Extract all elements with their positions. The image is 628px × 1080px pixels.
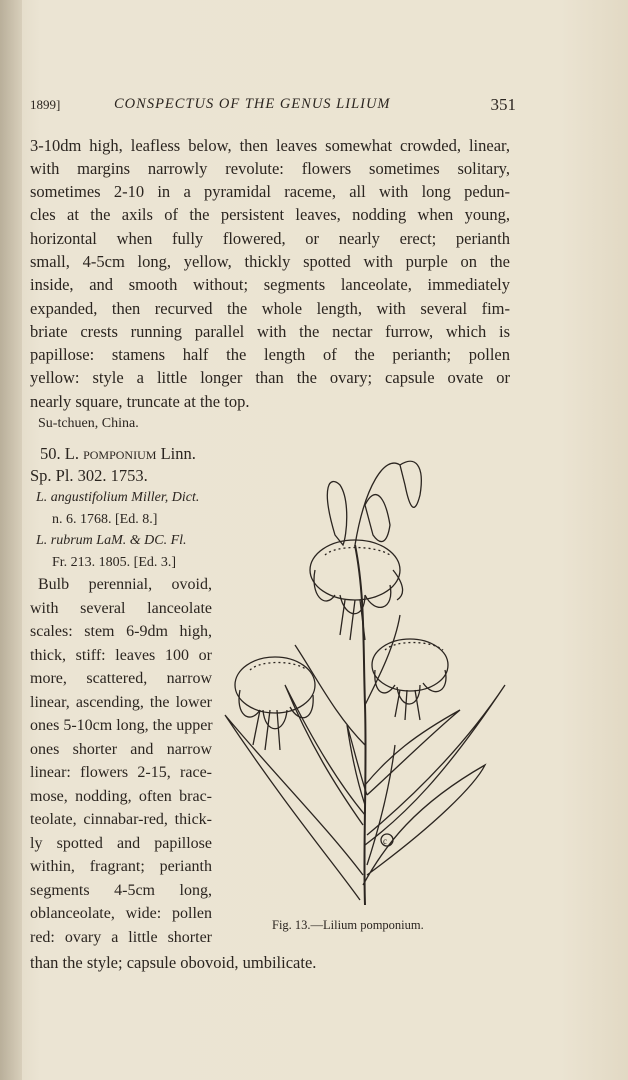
text-line: yellow: style a little longer than the ovary; capsule ovate or — [30, 368, 510, 387]
header-year: 1899] — [30, 97, 61, 112]
final-line: than the style; capsule obovoid, umbilicate. — [30, 953, 317, 972]
page-gutter — [0, 0, 22, 1080]
text-line: nearly square, truncate at the top. — [30, 392, 250, 411]
text-line: expanded, then recurved the whole length, with several fim- — [30, 299, 510, 318]
text-line: red: ovary a little shorter — [30, 928, 212, 946]
text-line: thick, stiff: leaves 100 or — [30, 646, 212, 664]
text-line: ones shorter and narrow — [30, 740, 212, 758]
text-line: with margins narrowly revolute: flowers sometimes solitary, — [30, 159, 510, 178]
species-number: 50. — [40, 444, 61, 463]
species-author: Linn. — [160, 444, 196, 463]
synonym-line: L. angustifolium Miller, Dict. — [36, 490, 200, 505]
text-line: papillose: stamens half the length of the perianth; pollen — [30, 345, 510, 364]
text-line: teolate, cinnabar-red, thick- — [30, 811, 212, 828]
figure-caption: Fig. 13.—Lilium pomponium. — [272, 918, 424, 932]
running-head — [30, 95, 516, 119]
text-line: 3-10dm high, leafless below, then leaves somewhat crowded, linear, — [30, 136, 510, 155]
text-line: Bulb perennial, ovoid, — [38, 576, 212, 593]
text-line: sometimes 2-10 in a pyramidal raceme, all with long pedun- — [30, 182, 510, 201]
text-line: horizontal when fully flowered, or nearly erect; perianth — [30, 229, 510, 248]
text-line: small, 4-5cm long, yellow, thickly spotted with purple on the — [30, 252, 510, 271]
species-heading — [30, 444, 212, 464]
synonym-line: L. rubrum LaM. & DC. Fl. — [36, 533, 187, 548]
synonym-line: n. 6. 1768. [Ed. 8.] — [52, 512, 158, 527]
text-line: linear, ascending, the lower — [30, 693, 212, 711]
species-citation: Sp. Pl. 302. 1753. — [30, 466, 148, 485]
text-line: segments 4-5cm long, — [30, 881, 212, 899]
header-title: CONSPECTUS OF THE GENUS LILIUM — [114, 96, 391, 112]
species-name: L. pomponium — [64, 444, 157, 463]
text-line: briate crests running parallel with the nectar furrow, which is — [30, 322, 510, 341]
text-line: mose, nodding, often brac- — [30, 787, 212, 805]
text-line: ly spotted and papillose — [30, 834, 212, 852]
synonym-line: Fr. 213. 1805. [Ed. 3.] — [52, 555, 177, 570]
description-column — [30, 573, 212, 949]
locality: Su-tchuen, China. — [38, 416, 139, 431]
text-line: with several lanceolate — [30, 599, 212, 617]
text-line: inside, and smooth without; segments lanceolate, immediately — [30, 275, 510, 294]
text-line: ones 5-10cm long, the upper — [30, 717, 213, 734]
text-line: oblanceolate, wide: pollen — [30, 905, 212, 922]
page-number: 351 — [490, 95, 516, 114]
text-line: linear: flowers 2-15, race- — [30, 764, 212, 781]
lily-illustration — [215, 445, 515, 915]
svg-text:c: c — [383, 836, 387, 846]
text-line: within, fragrant; perianth — [30, 858, 212, 875]
text-line: cles at the axils of the persistent leaves, nodding when young, — [30, 205, 510, 224]
text-line: scales: stem 6-9dm high, — [30, 623, 212, 640]
text-line: more, scattered, narrow — [30, 670, 212, 687]
